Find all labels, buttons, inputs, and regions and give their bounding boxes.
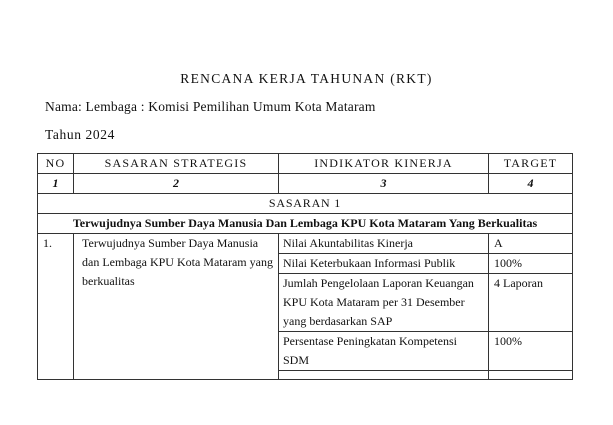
header-indikator-kinerja: INDIKATOR KINERJA — [279, 154, 489, 174]
institution-name: Nama: Lembaga : Komisi Pemilihan Umum Kota Mataram — [45, 99, 376, 114]
indicator-cell: Persentase Peningkatan Kompetensi SDM — [279, 332, 489, 371]
column-number: 3 — [279, 174, 489, 194]
table-row — [38, 234, 573, 254]
indicator-cell: Nilai Akuntabilitas Kinerja — [279, 234, 489, 254]
header-target: TARGET — [489, 154, 573, 174]
target-cell: 100% — [489, 254, 573, 274]
indicator-cell: Jumlah Pengelolaan Laporan Keuangan KPU Kota Mataram per 31 Desember yang berdasarkan SAP — [279, 274, 489, 332]
header-no: NO — [38, 154, 74, 174]
section-title: SASARAN 1 — [38, 194, 573, 214]
target-cell: 100% — [489, 332, 573, 371]
spacer-cell — [279, 371, 489, 380]
column-number-row — [38, 174, 573, 194]
goal-row — [38, 214, 573, 234]
header-sasaran-strategis: SASARAN STRATEGIS — [74, 154, 279, 174]
goal-text: Terwujudnya Sumber Daya Manusia Dan Lembaga KPU Kota Mataram Yang Berkualitas — [38, 214, 573, 234]
rkt-table — [37, 153, 573, 380]
indicator-cell: Nilai Keterbukaan Informasi Publik — [279, 254, 489, 274]
spacer-cell — [489, 371, 573, 380]
column-number: 4 — [489, 174, 573, 194]
row-number: 1. — [38, 234, 74, 380]
target-cell: 4 Laporan — [489, 274, 573, 332]
target-cell: A — [489, 234, 573, 254]
table-header-row — [38, 154, 573, 174]
document-title: RENCANA KERJA TAHUNAN (RKT) — [180, 71, 433, 86]
column-number: 2 — [74, 174, 279, 194]
column-number: 1 — [38, 174, 74, 194]
plan-year: Tahun 2024 — [45, 127, 115, 142]
section-row — [38, 194, 573, 214]
sasaran-strategis-cell: Terwujudnya Sumber Daya Manusia dan Lembaga KPU Kota Mataram yang berkualitas — [74, 234, 279, 380]
